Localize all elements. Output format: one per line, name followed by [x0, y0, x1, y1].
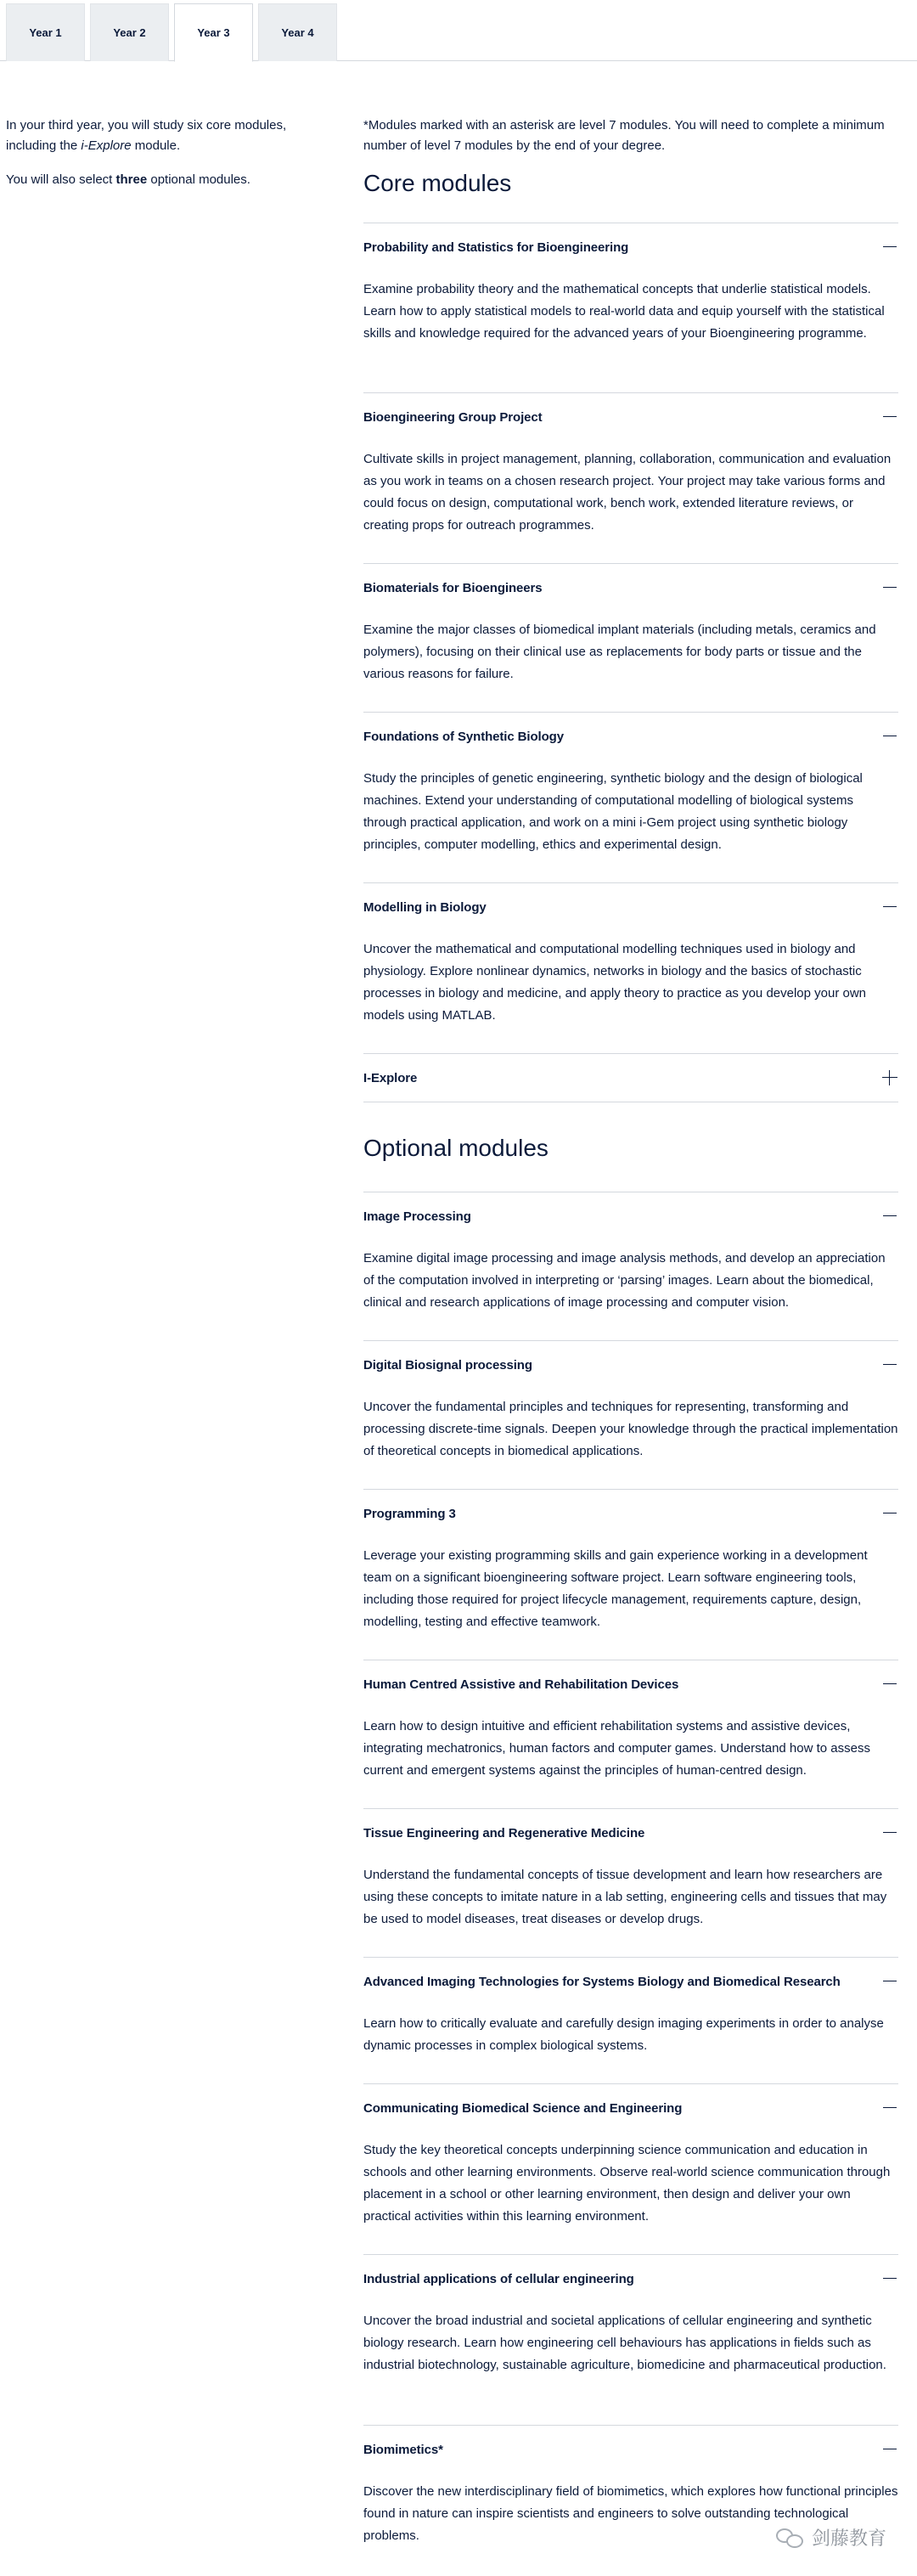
module-item	[363, 1957, 898, 2057]
module-item	[363, 1808, 898, 1931]
module-description: Uncover the fundamental principles and techniques for representing, transforming and processing discrete-time signals. Deepen your knowledge through the practical implementation of theoretical concepts in biomedical applications.	[363, 1400, 898, 1458]
module-item	[363, 712, 898, 856]
module-description: Uncover the mathematical and computational modelling techniques used in biology and physiology. Explore nonlinear dynamics, networks in biology and the basics of stochastic processes in biology and medicine, and apply theory to practice as you develop your own models using MATLAB.	[363, 942, 867, 1023]
module-title: Human Centred Assistive and Rehabilitation Devices	[363, 1677, 679, 1692]
module-header[interactable]	[363, 1490, 898, 1537]
module-description: Cultivate skills in project management, planning, collaboration, communication and evaluation as you work in teams on a chosen research project. Your project may take various forms and could focus on design, computational work, bench work, extended literature reviews, or creating props for outreach programmes.	[363, 452, 892, 533]
module-item	[363, 2254, 898, 2376]
collapse-icon[interactable]	[881, 1505, 898, 1522]
intro-optional-text	[6, 170, 312, 190]
watermark-text: 剑藤教育	[811, 2528, 886, 2549]
tab-year-2[interactable]: Year 2	[90, 3, 169, 61]
core-modules-heading: Core modules	[363, 170, 512, 196]
module-header[interactable]	[363, 1341, 898, 1389]
collapse-icon[interactable]	[881, 1208, 898, 1225]
tab-year-1[interactable]: Year 1	[6, 3, 85, 61]
collapse-icon[interactable]	[881, 2270, 898, 2287]
collapse-icon[interactable]	[881, 239, 898, 256]
module-description: Discover the new interdisciplinary field of biomimetics, which explores how functional principles found in nature can inspire scientists and engineers to solve outstanding technological problems.	[363, 2484, 898, 2543]
module-item	[363, 1660, 898, 1782]
expand-icon[interactable]	[881, 1069, 898, 1086]
module-header[interactable]	[363, 1660, 898, 1708]
year-intro	[6, 116, 312, 204]
module-title: Image Processing	[363, 1209, 471, 1224]
wechat-logo-icon	[776, 2527, 805, 2549]
module-description: Examine the major classes of biomedical implant materials (including metals, ceramics and polymers), focusing on their clinical use as replacements for body parts or tissue and the various reasons for failure.	[363, 623, 876, 681]
module-title: Communicating Biomedical Science and Engineering	[363, 2100, 683, 2116]
collapse-icon[interactable]	[881, 1356, 898, 1373]
module-description: Uncover the broad industrial and societal applications of cellular engineering and synthetic biology research. Learn how engineering cell behaviours has applications in fields such as industrial biotechnology, sustainable agriculture, biomedicine and pharmaceutical production.	[363, 2314, 886, 2372]
module-description: Leverage your existing programming skills and gain experience working in a development team on a significant bioengineering software project. Learn software engineering tools, including those required for project lifecycle management, requirements capture, design, modelling, testing and effective teamwork.	[363, 1548, 868, 1629]
tab-year-3[interactable]: Year 3	[174, 3, 253, 62]
module-description: Study the principles of genetic engineering, synthetic biology and the design of biological machines. Extend your understanding of computational modelling of biological systems through practical application, and work on a mini i-Gem project using synthetic biology principles, computer modelling, ethics and experimental design.	[363, 771, 863, 852]
module-title: Probability and Statistics for Bioengineering	[363, 240, 629, 255]
module-item	[363, 392, 898, 537]
year-tabs	[0, 0, 917, 61]
intro-iexplore-emphasis: i-Explore	[81, 138, 132, 153]
module-title: Industrial applications of cellular engineering	[363, 2271, 634, 2286]
module-title: Tissue Engineering and Regenerative Medicine	[363, 1825, 645, 1840]
module-header[interactable]	[363, 2084, 898, 2132]
intro-core-prefix: In your third year, you will study six core modules, including the	[6, 118, 287, 153]
watermark	[776, 2524, 886, 2551]
collapse-icon[interactable]	[881, 1973, 898, 1990]
module-item	[363, 1340, 898, 1463]
intro-optional-count: three	[115, 172, 148, 187]
collapse-icon[interactable]	[881, 1824, 898, 1841]
module-item	[363, 223, 898, 345]
module-item	[363, 882, 898, 1027]
module-header[interactable]	[363, 1192, 898, 1240]
intro-core-suffix: module.	[131, 138, 181, 153]
optional-modules-heading: Optional modules	[363, 1135, 549, 1161]
module-item	[363, 1053, 898, 1102]
module-description: Learn how to design intuitive and efficient rehabilitation systems and assistive devices, integrating mechatronics, human factors and computer games. Understand how to assess current and emergent systems against the principles of human-centred design.	[363, 1719, 870, 1778]
module-header[interactable]	[363, 564, 898, 612]
level-7-note: *Modules marked with an asterisk are level 7 modules. You will need to complete a minimum number of level 7 modules by the end of your degree.	[363, 118, 885, 153]
intro-optional-suffix: optional modules.	[147, 172, 250, 187]
intro-optional-prefix: You will also select	[6, 172, 116, 187]
module-header[interactable]	[363, 883, 898, 931]
module-header[interactable]	[363, 223, 898, 271]
module-header[interactable]	[363, 393, 898, 441]
module-description: Study the key theoretical concepts underpinning science communication and education in schools and other learning environments. Observe real-world science communication through placement in a school or other learning environment, then design and deliver your own practical activities within this learning environment.	[363, 2143, 891, 2224]
module-description: Learn how to critically evaluate and carefully design imaging experiments in order to analyse dynamic processes in complex biological systems.	[363, 2016, 884, 2053]
tab-year-4[interactable]: Year 4	[258, 3, 337, 61]
module-title: Biomimetics*	[363, 2442, 443, 2457]
module-item	[363, 1489, 898, 1633]
collapse-icon[interactable]	[881, 1676, 898, 1693]
module-title: Bioengineering Group Project	[363, 409, 543, 425]
collapse-icon[interactable]	[881, 2100, 898, 2117]
module-title: I-Explore	[363, 1070, 418, 1085]
collapse-icon[interactable]	[881, 899, 898, 916]
module-title: Foundations of Synthetic Biology	[363, 729, 564, 744]
module-description: Understand the fundamental concepts of tissue development and learn how researchers are using these concepts to imitate nature in a lab setting, engineering cells and tissues that may be used to model diseases, treat diseases or develop drugs.	[363, 1868, 887, 1926]
module-title: Biomaterials for Bioengineers	[363, 580, 543, 595]
intro-core-text	[6, 116, 312, 156]
module-title: Advanced Imaging Technologies for Systems Biology and Biomedical Research	[363, 1974, 841, 1989]
module-header[interactable]	[363, 2426, 898, 2473]
collapse-icon[interactable]	[881, 579, 898, 596]
module-description: Examine digital image processing and image analysis methods, and develop an appreciation of the computation involved in interpreting or ‘parsing’ images. Learn about the biomedical, clinical and research applications of image processing and computer vision.	[363, 1251, 886, 1310]
module-header[interactable]	[363, 2255, 898, 2303]
collapse-icon[interactable]	[881, 2441, 898, 2458]
module-item	[363, 563, 898, 685]
module-header[interactable]	[363, 713, 898, 760]
module-title: Modelling in Biology	[363, 899, 487, 915]
module-header[interactable]	[363, 1054, 898, 1102]
module-title: Digital Biosignal processing	[363, 1357, 532, 1373]
module-title: Programming 3	[363, 1506, 456, 1521]
module-item	[363, 2083, 898, 2228]
collapse-icon[interactable]	[881, 409, 898, 426]
module-header[interactable]	[363, 1809, 898, 1857]
module-description: Examine probability theory and the mathematical concepts that underlie statistical models. Learn how to apply statistical models to real-world data and equip yourself with the statistical skills and knowledge required for the advanced years of your Bioengineering programme.	[363, 282, 885, 341]
collapse-icon[interactable]	[881, 728, 898, 745]
module-header[interactable]	[363, 1958, 898, 2005]
module-item	[363, 1192, 898, 1314]
